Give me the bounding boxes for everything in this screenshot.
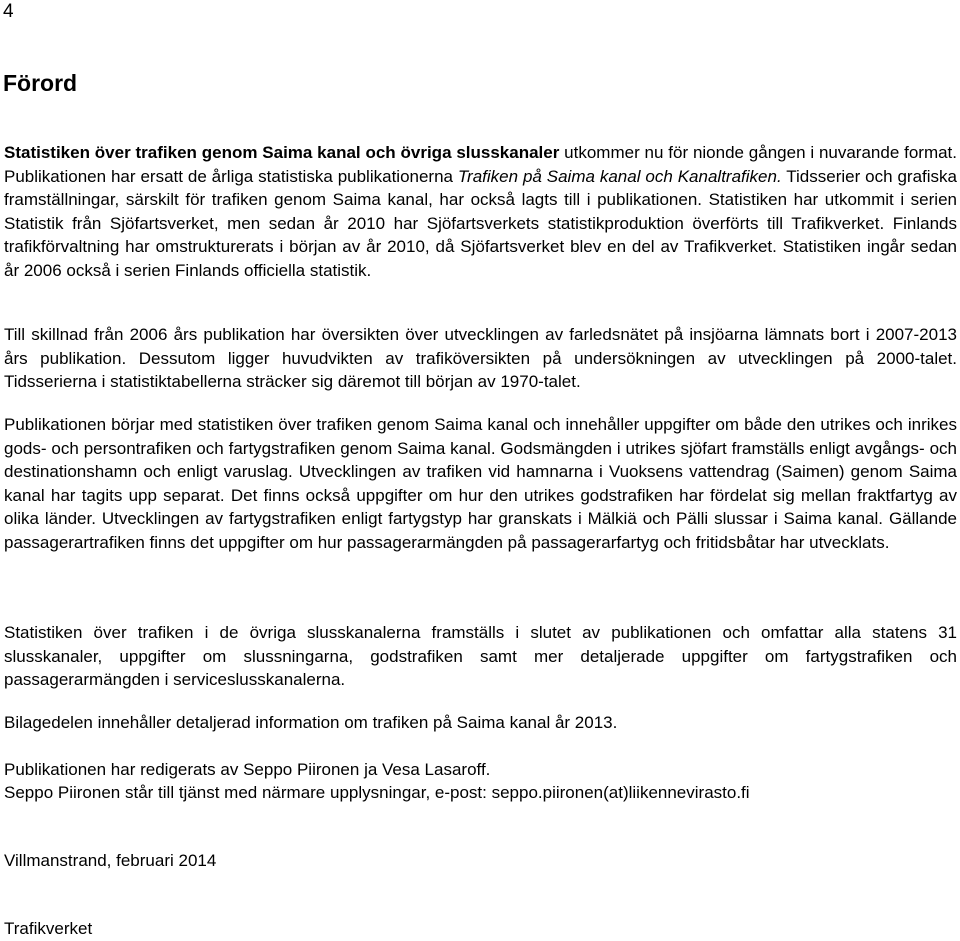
intro-text-b: Tidsserier och grafiska framställningar, särskilt för trafiken genom Saima kanal, har också lagts till i publikationen. Statistiken har utkommit i serien Statistik från Sjöfartsverket, men sedan år 2010 har Sjöfartsverkets statistikproduktion överförts till Trafikverket. Finlands trafikförvaltning har omstrukturerats i början av år 2010, då Sjöfartsverket blev en del av Trafikverket. Statistiken ingår sedan år 2006 också i serien Finlands officiella statistik. [4, 166, 957, 280]
contact-line: Seppo Piironen står till tjänst med närmare upplysningar, e-post: seppo.piironen(at)liikennevirasto.fi [4, 783, 750, 802]
page-number: 4 [3, 1, 14, 22]
paragraph-appendix: Bilagedelen innehåller detaljerad information om trafiken på Saima kanal år 2013. [4, 713, 618, 732]
paragraph-overview: Till skillnad från 2006 års publikation har översikten över utvecklingen av farledsnätet på insjöarna lämnats bort i 2007-2013 års publikation. Dessutom ligger huvudvikten av trafiköversikten på undersökningen av utvecklingen på 2000-talet. Tidsserierna i statistiktabellerna sträcker sig däremot till början av 1970-talet. [4, 325, 957, 391]
paragraph-other-canals: Statistiken över trafiken i de övriga slusskanalerna framställs i slutet av publikationen och omfattar alla statens 31 slusskanaler, uppgifter om slussningarna, godstrafiken samt mer detaljerade uppgifter om fartygstrafiken och passagerarmängden i serviceslusskanalerna. [4, 623, 957, 689]
intro-paragraph [4, 141, 957, 282]
intro-text-a: utkommer nu för nionde gången i nuvarande format. Publikationen har ersatt de årliga statistiska publikationerna [4, 143, 958, 186]
paragraph-contents: Publikationen börjar med statistiken över trafiken genom Saima kanal och innehåller uppgifter om både den utrikes och inrikes gods- och persontrafiken och fartygstrafiken genom Saima kanal. Godsmängden i utrikes sjöfart framställs enligt avgångs- och destinationshamn och enligt varuslag. Utvecklingen av trafiken vid hamnarna i Vuoksens vattendrag (Saimen) genom Saima kanal har tagits upp separat. Det finns också uppgifter om hur den utrikes godstrafiken har fördelat sig mellan fraktfartyg av olika länder. Utvecklingen av fartygstrafiken enligt fartygstyp har granskats i Mälkiä och Pälli slussar i Saima kanal. Gällande passagerartrafiken finns det uppgifter om hur passagerarmängden på passagerarfartyg och fritidsbåtar har utvecklats. [4, 415, 957, 552]
place-date: Villmanstrand, februari 2014 [4, 851, 217, 870]
intro-italic-title: Trafiken på Saima kanal och Kanaltrafiken. [457, 166, 782, 186]
intro-bold-lead: Statistiken över trafiken genom Saima kanal och övriga slusskanaler [4, 143, 560, 162]
page-title: Förord [3, 70, 78, 96]
editors-line: Publikationen har redigerats av Seppo Piironen ja Vesa Lasaroff. [4, 760, 491, 779]
organization-signature: Trafikverket [4, 919, 93, 938]
